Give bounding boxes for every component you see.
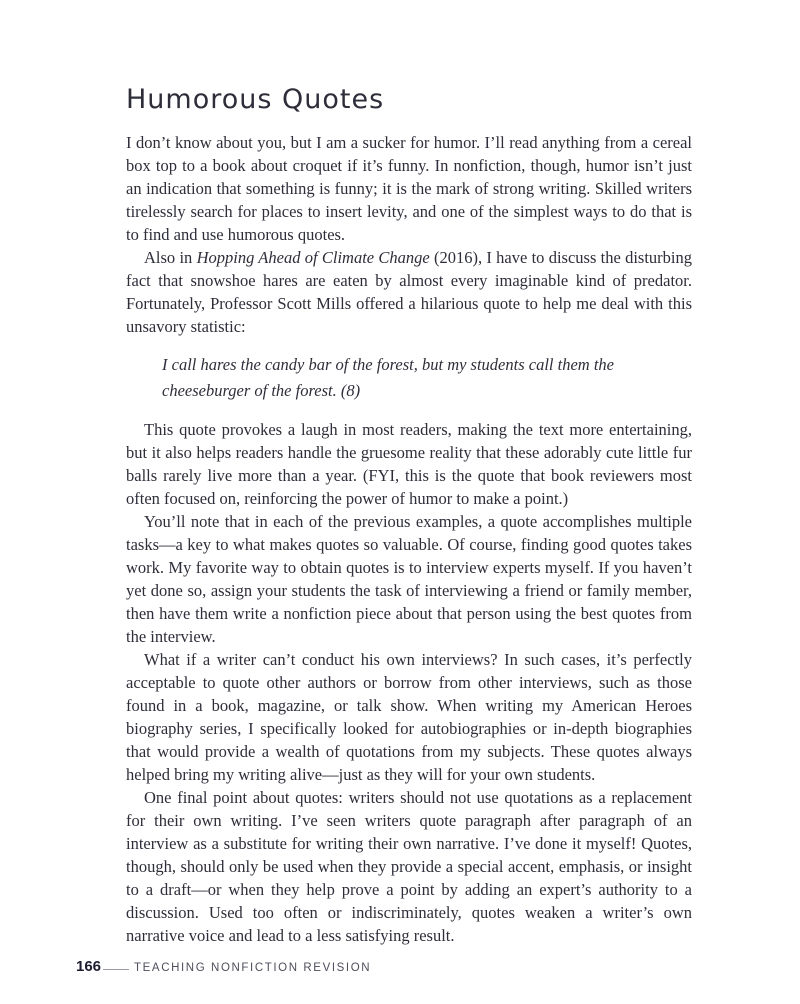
body-paragraph: I don’t know about you, but I am a sucker for humor. I’ll read anything from a cereal box top to a book about croquet if it’s funny. In nonfiction, though, humor isn’t just an indication that something is funny; it is the mark of strong writing. Skilled writers tirelessly search for places to insert levity, and one of the simplest ways to do that is to find and use humorous quotes. (126, 133, 692, 244)
body-paragraph: This quote provokes a laugh in most readers, making the text more entertaining, but it also helps readers handle the gruesome reality that these adorably cute little fur balls rarely live more than a year. (FYI, this is the quote that book reviewers most often focused on, reinforcing the power of humor to make a point.) (126, 420, 692, 508)
footer-rule (103, 969, 129, 970)
block-quote: I call hares the candy bar of the forest, but my students call them the cheeseburger of the forest. (8) (162, 355, 614, 400)
body-paragraph: Also in Hopping Ahead of Climate Change (2016), I have to discuss the disturbing fact that snowshoe hares are eaten by almost every imaginable kind of predator. Fortunately, Professor Scott Mills offered a hilarious quote to help me deal with this unsavory statistic: (126, 248, 693, 336)
body-paragraph: You’ll note that in each of the previous examples, a quote accomplishes multiple tasks—a key to what makes quotes so valuable. Of course, finding good quotes takes work. My favorite way to obtain quotes is to interview experts myself. If you haven’t yet done so, assign your students the task of interviewing a friend or family member, then have them write a nonfiction piece about that person using the best quotes from the interview. (126, 512, 692, 646)
body-paragraph: One final point about quotes: writers should not use quotations as a replacement for their own writing. I’ve seen writers quote paragraph after paragraph of an interview as a substitute for writing their own narrative. I’ve done it myself! Quotes, though, should only be used when they provide a special accent, emphasis, or insight to a draft—or when they help prove a point by adding an expert’s authority to a discussion. Used too often or indiscriminately, quotes weaken a writer’s own narrative voice and lead to a less satisfying result. (126, 788, 692, 945)
page-number: 166 (76, 958, 102, 975)
page-footer (76, 958, 371, 976)
body-paragraph: What if a writer can’t conduct his own interviews? In such cases, it’s perfectly acceptable to quote other authors or borrow from other interviews, such as those found in a book, magazine, or talk show. When writing my American Heroes biography series, I specifically looked for autobiographies or in-depth biographies that would provide a wealth of quotations from my subjects. These quotes always helped bring my writing alive—just as they will for your own students. (126, 650, 692, 784)
page-content (126, 84, 692, 947)
section-title: Humorous Quotes (126, 84, 385, 115)
book-title: TEACHING NONFICTION REVISION (134, 962, 372, 974)
